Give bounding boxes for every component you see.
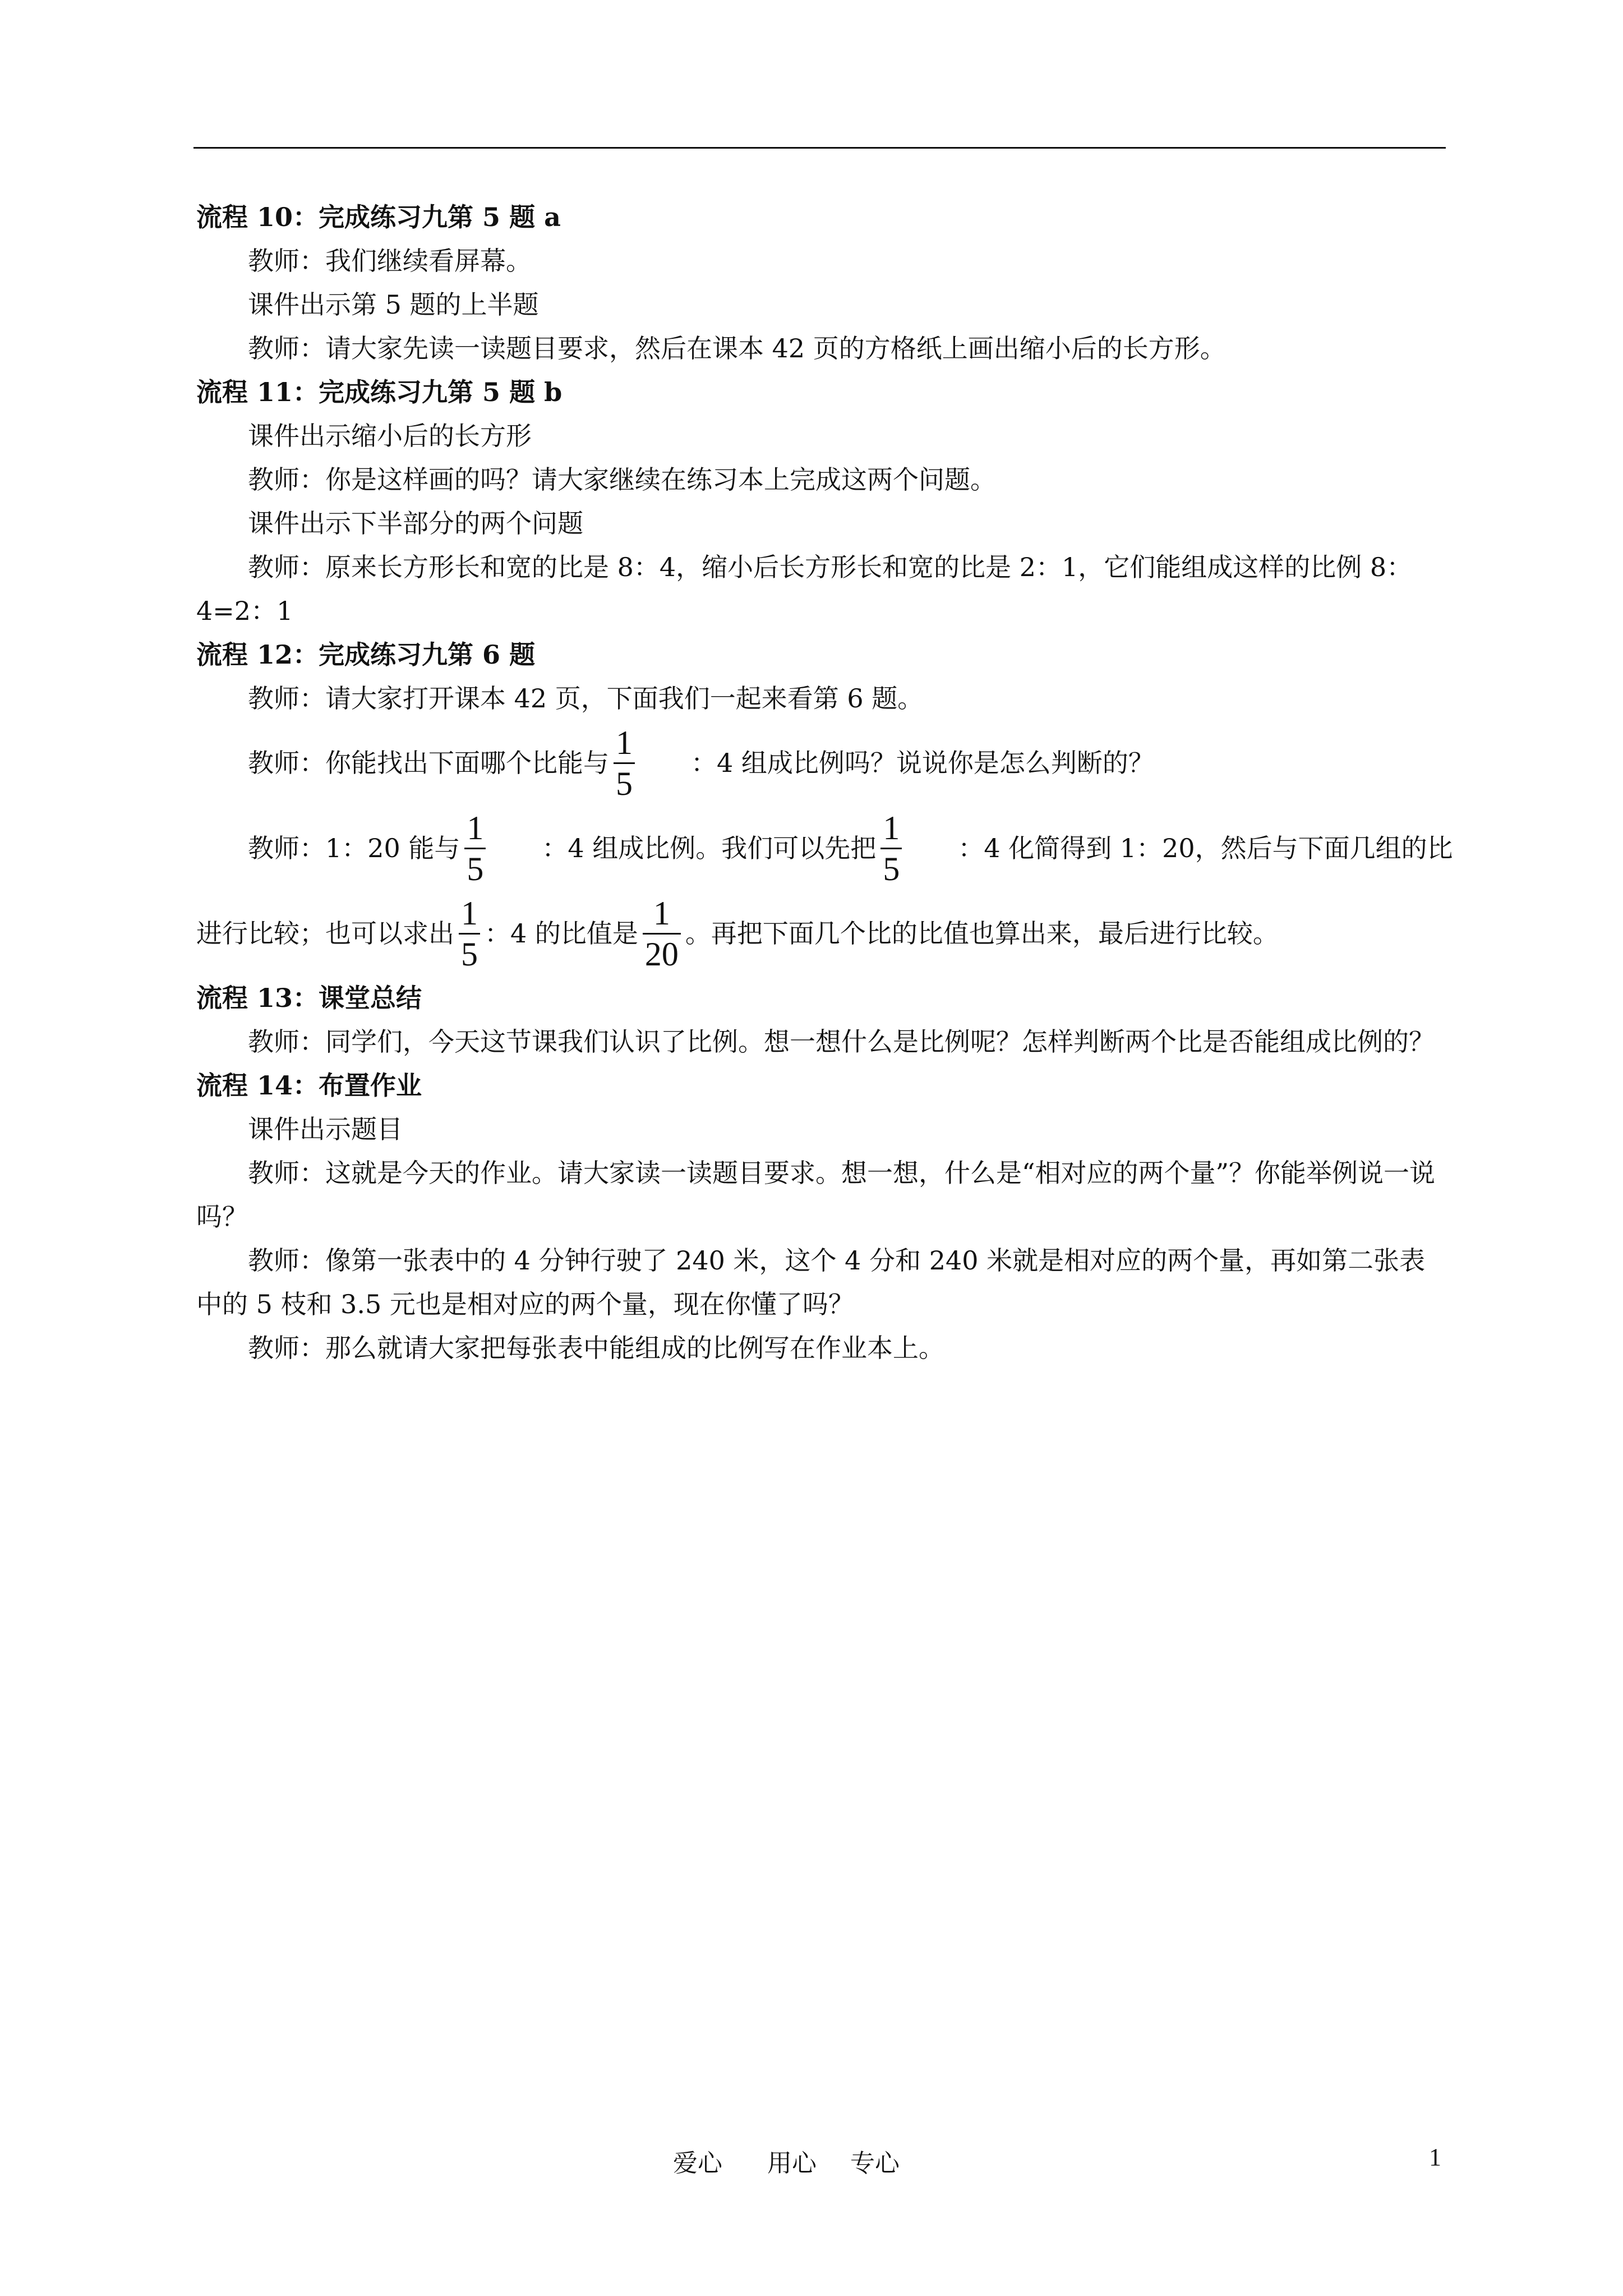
fraction-one-fifth <box>614 725 635 801</box>
answer-text: ：4 的比值是 <box>485 918 638 949</box>
fraction-numerator: 1 <box>883 809 900 846</box>
fraction-numerator: 1 <box>467 809 484 846</box>
footer-item: 专心 <box>850 2149 900 2178</box>
fraction-denominator: 5 <box>461 935 478 973</box>
paragraph: 教师：原来长方形长和宽的比是 8：4，缩小后长方形长和宽的比是 2：1，它们能组成这样的比例 8：4=2：1 <box>196 552 1413 626</box>
page-number: 1 <box>1429 2143 1441 2171</box>
fraction-denominator: 5 <box>883 850 900 887</box>
section-heading-13: 流程 13：课堂总结 <box>196 983 422 1013</box>
fraction-bar <box>643 933 681 935</box>
fraction-one-twentieth <box>643 896 681 972</box>
answer-text: 教师：1：20 能与 <box>248 833 460 863</box>
paragraph: 教师：你是这样画的吗？请大家继续在练习本上完成这两个问题。 <box>248 464 996 495</box>
fraction-bar <box>464 848 486 849</box>
answer-line-2 <box>196 891 1446 976</box>
answer-line-1 <box>196 806 1453 891</box>
fraction-numerator: 1 <box>461 894 478 932</box>
paragraph: 教师：请大家打开课本 42 页，下面我们一起来看第 6 题。 <box>248 683 924 714</box>
fraction-bar <box>614 762 635 764</box>
answer-text: ：4 组成比例。我们可以先把 <box>542 833 877 863</box>
paragraph: 课件出示缩小后的长方形 <box>248 421 532 451</box>
answer-text: ：4 化简得到 1：20，然后与下面几组的比 <box>958 833 1453 863</box>
footer-item: 爱心 <box>673 2149 722 2178</box>
question-text-before: 教师：你能找出下面哪个比能与 <box>248 748 609 778</box>
fraction-bar <box>459 933 480 935</box>
footer-item: 用心 <box>767 2149 817 2178</box>
fraction-bar <box>880 848 902 849</box>
section-heading-12: 流程 12：完成练习九第 6 题 <box>196 639 536 670</box>
footer-motto <box>673 2143 900 2179</box>
section-heading-14: 流程 14：布置作业 <box>196 1070 422 1101</box>
fraction-denominator: 5 <box>616 765 633 802</box>
section-heading-10: 流程 10：完成练习九第 5 题 a <box>196 202 561 232</box>
fraction-denominator: 5 <box>467 850 484 887</box>
fraction-one-fifth <box>880 811 902 886</box>
fraction-one-fifth <box>459 896 480 972</box>
paragraph: 课件出示题目 <box>248 1114 403 1144</box>
paragraph: 教师：我们继续看屏幕。 <box>248 246 532 276</box>
paragraph: 教师：像第一张表中的 4 分钟行驶了 240 米，这个 4 分和 240 米就是相对应的两个量，再如第二张表中的 5 枝和 3.5 元也是相对应的两个量，现在你懂了吗？ <box>196 1245 1426 1319</box>
section-heading-11: 流程 11：完成练习九第 5 题 b <box>196 377 562 407</box>
answer-text: 进行比较；也可以求出 <box>196 918 454 949</box>
document-body <box>196 195 1453 1370</box>
question-line <box>196 720 1446 806</box>
paragraph: 课件出示下半部分的两个问题 <box>248 508 583 539</box>
fraction-denominator: 20 <box>644 935 679 973</box>
fraction-numerator: 1 <box>616 724 633 761</box>
question-text-after: ：4 组成比例吗？说说你是怎么判断的？ <box>691 748 1154 778</box>
header-rule <box>193 147 1446 149</box>
paragraph: 教师：请大家先读一读题目要求，然后在课本 42 页的方格纸上画出缩小后的长方形。 <box>248 333 1226 364</box>
paragraph: 教师：同学们，今天这节课我们认识了比例。想一想什么是比例呢？怎样判断两个比是否能组成比例的？ <box>248 1027 1435 1057</box>
paragraph: 教师：那么就请大家把每张表中能组成的比例写在作业本上。 <box>248 1333 944 1363</box>
paragraph: 教师：这就是今天的作业。请大家读一读题目要求。想一想，什么是“相对应的两个量”？你能举例说一说吗？ <box>196 1158 1436 1232</box>
paragraph: 课件出示第 5 题的上半题 <box>248 289 539 320</box>
fraction-one-fifth <box>464 811 486 886</box>
fraction-numerator: 1 <box>653 894 670 932</box>
answer-text: 。再把下面几个比的比值也算出来，最后进行比较。 <box>685 918 1279 949</box>
